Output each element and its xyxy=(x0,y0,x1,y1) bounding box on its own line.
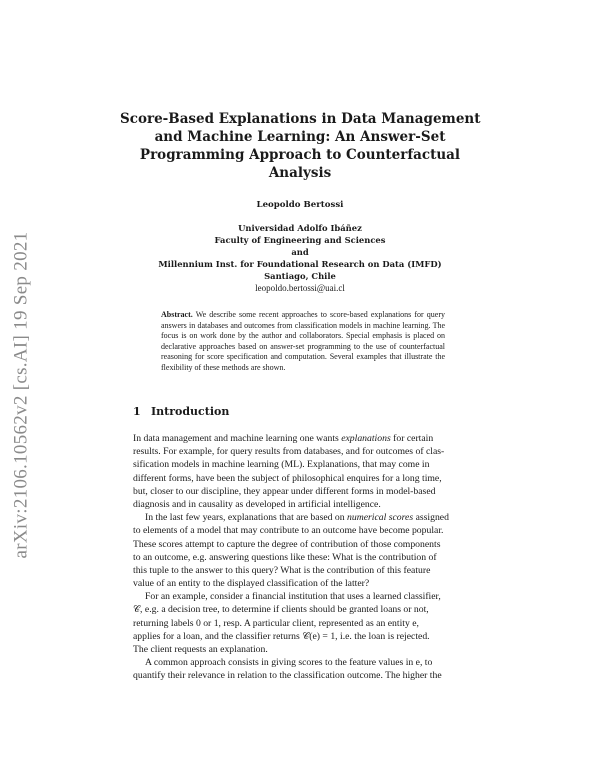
title-line: Programming Approach to Counterfactual xyxy=(139,147,461,163)
arxiv-identifier: arXiv:2106.10562v2 [cs.AI] 19 Sep 2021 xyxy=(10,231,31,559)
text-line: different forms, have been the subject of philosophical enquires for a long time, xyxy=(133,472,442,484)
text-line: results. For example, for query results from databases, and for outcomes of clas- xyxy=(133,446,445,458)
title-line: Score-Based Explanations in Data Management xyxy=(120,111,481,127)
emphasis: explanations xyxy=(341,433,391,444)
body-text xyxy=(133,432,468,683)
text-line: sification models in machine learning (ML). Explanations, that may come in xyxy=(133,459,430,471)
affiliation-university: Universidad Adolfo Ibáñez xyxy=(238,223,362,233)
paper-title xyxy=(120,110,480,182)
text-line: The client requests an explanation. xyxy=(133,644,268,655)
affiliation-institute: Millennium Inst. for Foundational Research on Data (IMFD) xyxy=(158,259,442,269)
section-title: Introduction xyxy=(151,405,230,418)
author-name: Leopoldo Bertossi xyxy=(256,200,344,210)
section-number: 1 xyxy=(133,405,141,418)
text-line: to an outcome, e.g. answering questions like these: What is the contribution of xyxy=(133,551,437,563)
text-span: In the last few years, explanations that are based on xyxy=(145,512,348,524)
emphasis: numerical scores xyxy=(347,512,414,524)
text-line: 𝒞, e.g. a decision tree, to determine if clients should be granted loans or not, xyxy=(133,604,429,616)
text-line: applies for a loan, and the classifier returns 𝒞(e) = 1, i.e. the loan is rejected. xyxy=(133,630,430,642)
section-heading xyxy=(133,405,229,418)
text-line: A common approach consists in giving scores to the feature values in e, to xyxy=(145,657,433,669)
text-line: but, closer to our discipline, they appear under different forms in model-based xyxy=(133,485,436,497)
affiliation-location: Santiago, Chile xyxy=(264,271,336,281)
text-line xyxy=(133,432,468,445)
text-line: diagnosis and in causality as developed in artificial intelligence. xyxy=(133,498,381,510)
abstract-label: Abstract. xyxy=(161,310,193,319)
affiliation-faculty: Faculty of Engineering and Sciences xyxy=(214,235,386,245)
text-line: For an example, consider a financial institution that uses a learned classifier, xyxy=(145,591,441,603)
title-line: Analysis xyxy=(268,165,332,181)
text-line: this tuple to the answer to this query? What is the contribution of this feature xyxy=(133,564,431,576)
text-span: for certain xyxy=(390,433,434,444)
text-line: These scores attempt to capture the degree of contribution of those components xyxy=(133,538,441,550)
affiliation-and: and xyxy=(291,247,309,257)
text-line: value of an entity to the displayed classification of the latter? xyxy=(133,578,370,590)
text-line xyxy=(133,511,468,524)
abstract xyxy=(161,310,445,374)
text-span: In data management and machine learning one wants xyxy=(133,433,342,444)
text-line: quantify their relevance in relation to the classification outcome. The higher the xyxy=(133,670,442,682)
title-line: and Machine Learning: An Answer-Set xyxy=(154,129,446,145)
text-line: returning labels 0 or 1, resp. A particular client, represented as an entity e, xyxy=(133,617,419,629)
text-line: to elements of a model that may contribute to an outcome have become popular. xyxy=(133,525,444,537)
author-affiliation xyxy=(0,222,600,294)
text-span: assigned xyxy=(413,512,449,524)
author-email: leopoldo.bertossi@uai.cl xyxy=(255,283,345,293)
abstract-text: We describe some recent approaches to score-based explanations for query answers in databases and outcomes from classification models in machine learning. The focus is on work done by the author and collaborators. Special emphasis is placed on declarative approaches based on answer-set programming to the use of counterfactual reasoning for score specification and computation. Several examples that illustrate the flexibility of these methods are shown. xyxy=(161,310,445,372)
